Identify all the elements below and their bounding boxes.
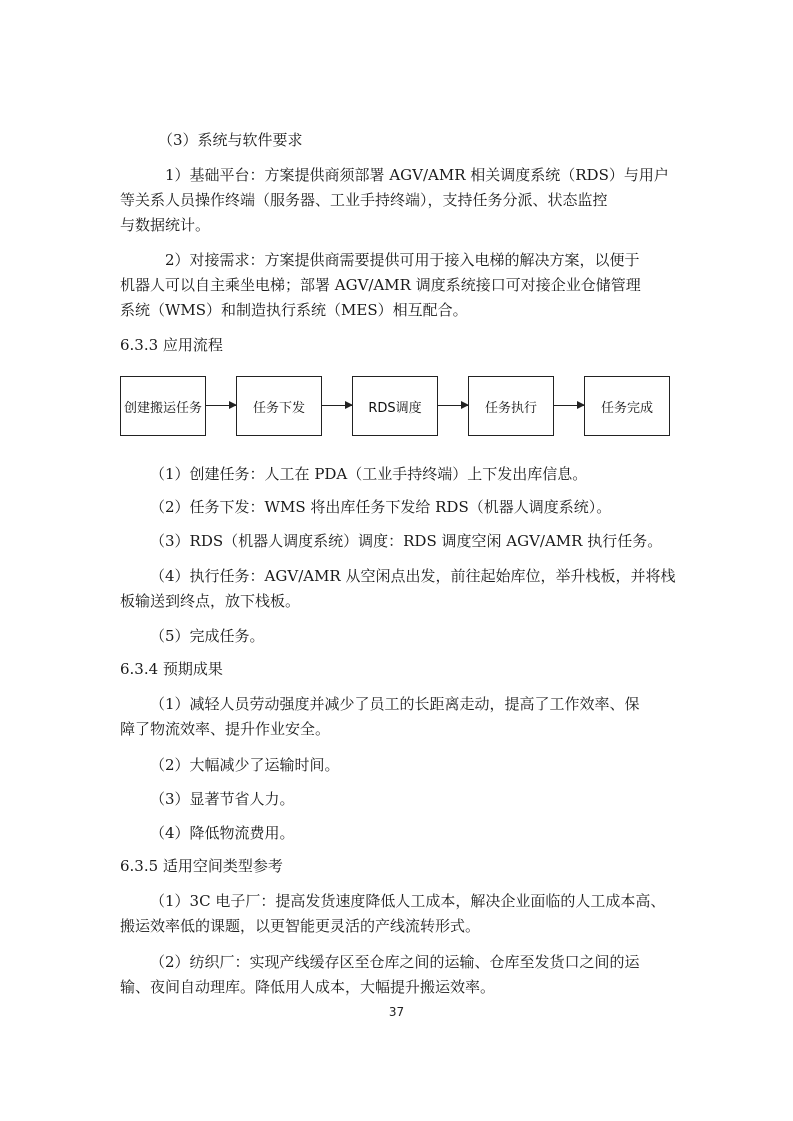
paragraph-integration-needs xyxy=(120,248,673,323)
flow-arrow xyxy=(438,405,468,406)
text-line: 2）对接需求：方案提供商需要提供可用于接入电梯的解决方案，以便于 xyxy=(165,251,640,269)
flow-arrow xyxy=(206,405,236,406)
heading-software-requirements: （3）系统与软件要求 xyxy=(158,131,303,149)
paragraph-basic-platform xyxy=(120,163,673,238)
text-line: 与数据统计。 xyxy=(120,216,211,234)
page-number: 37 xyxy=(388,1005,405,1019)
result-text-2: （2）大幅减少了运输时间。 xyxy=(150,756,340,774)
result-text-3: （3）显著节省人力。 xyxy=(150,790,295,808)
heading-expected-results: 6.3.4 预期成果 xyxy=(120,660,223,678)
text-line: 1）基础平台：方案提供商须部署 AGV/AMR 相关调度系统（RDS）与用户 xyxy=(165,166,669,184)
text-line: 机器人可以自主乘坐电梯；部署 AGV/AMR 调度系统接口可对接企业仓储管理 xyxy=(120,276,641,294)
flow-step-text-1: （1）创建任务：人工在 PDA（工业手持终端）上下发出库信息。 xyxy=(150,465,588,483)
result-text-1: （1）减轻人员劳动强度并减少了员工的长距离走动，提高了工作效率、保 障了物流效率、提升作业安全。 xyxy=(120,695,640,738)
text-line: 等关系人员操作终端（服务器、工业手持终端），支持任务分派、状态监控 xyxy=(120,191,608,209)
space-text-1: （1）3C 电子厂：提高发货速度降低人工成本，解决企业面临的人工成本高、 搬运效率低的课题，以更智能更灵活的产线流转形式。 xyxy=(120,892,666,935)
flow-step-execute: 任务执行 xyxy=(468,376,554,436)
flow-step-rds-scheduling: RDS调度 xyxy=(352,376,438,436)
flow-step-text-3: （3）RDS（机器人调度系统）调度：RDS 调度空闲 AGV/AMR 执行任务。 xyxy=(150,532,663,550)
flow-step-complete: 任务完成 xyxy=(584,376,670,436)
flow-arrow xyxy=(554,405,584,406)
heading-applicable-spaces: 6.3.5 适用空间类型参考 xyxy=(120,857,283,875)
text-line: 系统（WMS）和制造执行系统（MES）相互配合。 xyxy=(120,301,468,319)
process-flow-diagram xyxy=(120,376,673,438)
flow-step-text-5: （5）完成任务。 xyxy=(150,627,265,645)
flow-step-text-4: （4）执行任务：AGV/AMR 从空闲点出发，前往起始库位，举升栈板，并将栈 板输送到终点，放下栈板。 xyxy=(120,567,676,610)
flow-arrow xyxy=(322,405,352,406)
result-text-4: （4）降低物流费用。 xyxy=(150,824,295,842)
flow-step-text-2: （2）任务下发：WMS 将出库任务下发给 RDS（机器人调度系统）。 xyxy=(150,498,612,516)
flow-step-create-task: 创建搬运任务 xyxy=(120,376,206,436)
space-text-2: （2）纺织厂：实现产线缓存区至仓库之间的运输、仓库至发货口之间的运 输、夜间自动理库。降低用人成本，大幅提升搬运效率。 xyxy=(120,953,640,996)
flow-step-dispatch: 任务下发 xyxy=(236,376,322,436)
heading-application-flow: 6.3.3 应用流程 xyxy=(120,336,223,354)
